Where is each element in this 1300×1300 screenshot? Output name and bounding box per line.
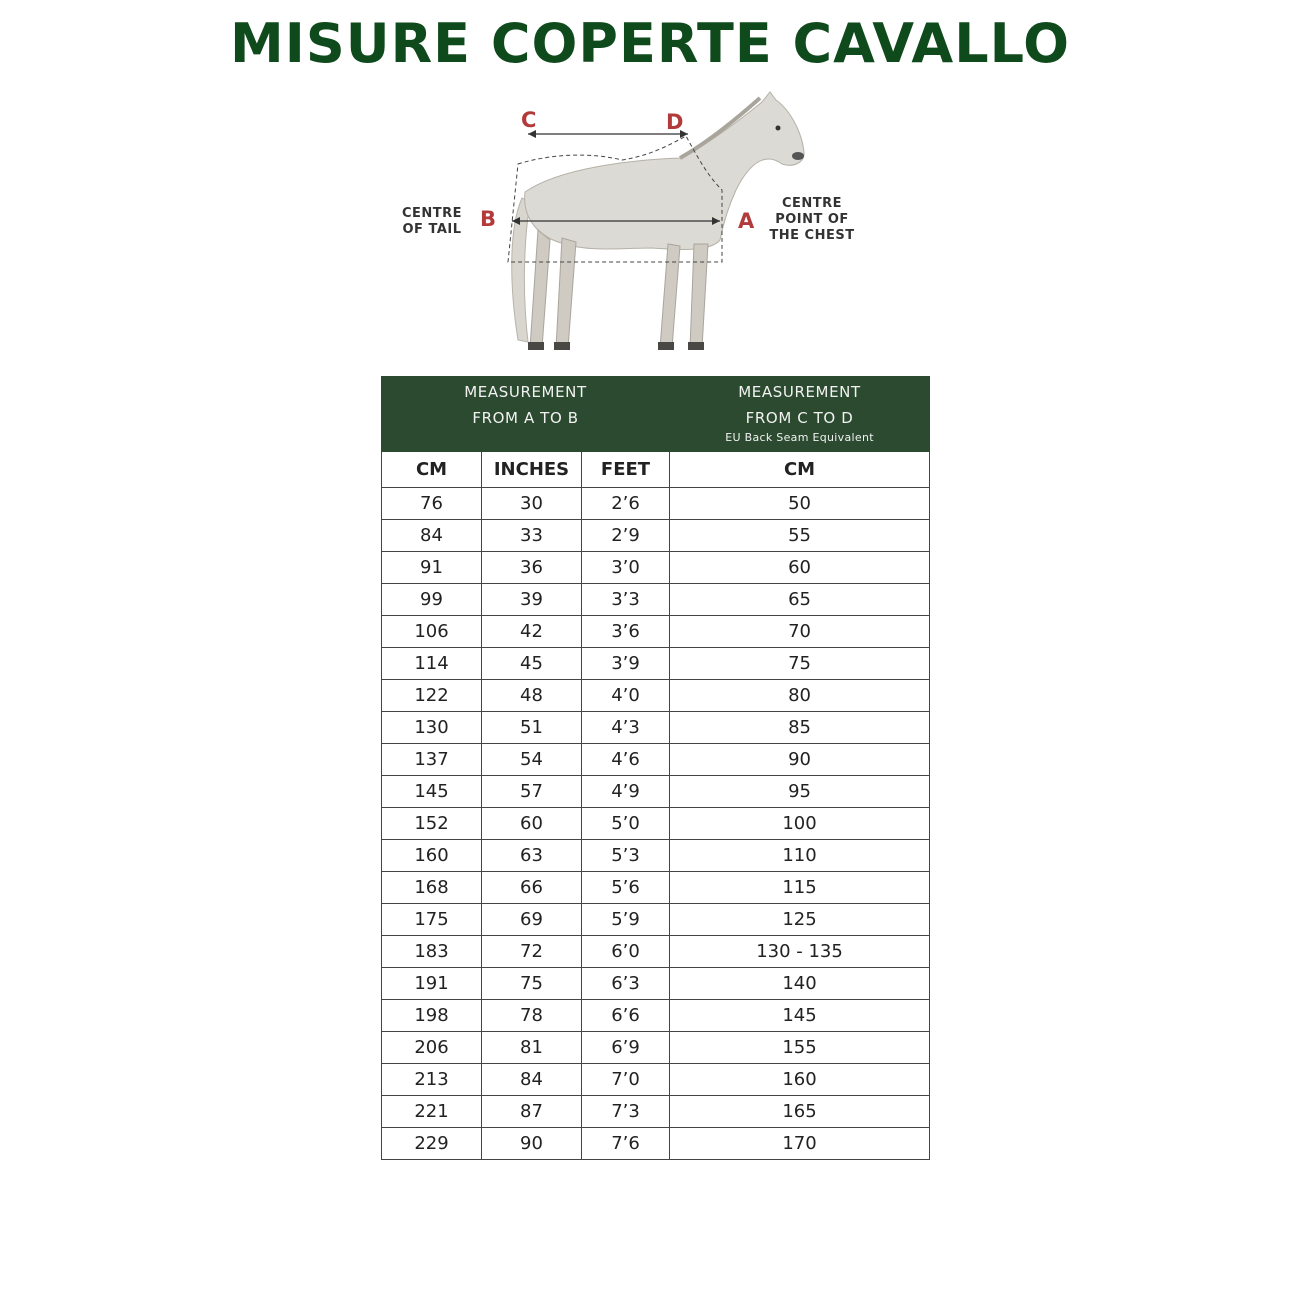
- cell-feet: 6’6: [582, 1000, 670, 1032]
- table-row: [382, 744, 930, 776]
- cell-feet: 2’6: [582, 488, 670, 520]
- cell-cm-cd: 100: [670, 808, 930, 840]
- header-ab-line: FROM A TO B: [472, 409, 579, 427]
- cell-cm-ab: 168: [382, 872, 482, 904]
- cell-feet: 7’6: [582, 1128, 670, 1160]
- cell-cm-cd: 60: [670, 552, 930, 584]
- cell-inches: 63: [482, 840, 582, 872]
- cell-cm-cd: 160: [670, 1064, 930, 1096]
- cell-feet: 6’3: [582, 968, 670, 1000]
- cell-inches: 69: [482, 904, 582, 936]
- cell-inches: 30: [482, 488, 582, 520]
- cell-cm-cd: 70: [670, 616, 930, 648]
- header-ab-line: MEASUREMENT: [464, 383, 587, 401]
- cell-cm-cd: 140: [670, 968, 930, 1000]
- cell-cm-ab: 91: [382, 552, 482, 584]
- cell-inches: 75: [482, 968, 582, 1000]
- point-d-label: D: [666, 110, 684, 134]
- table-row: [382, 1064, 930, 1096]
- cell-cm-ab: 160: [382, 840, 482, 872]
- header-cd: [670, 377, 930, 452]
- point-c-label: C: [521, 108, 537, 132]
- table-row: [382, 712, 930, 744]
- table-body: [382, 488, 930, 1160]
- cell-cm-ab: 137: [382, 744, 482, 776]
- cell-cm-cd: 170: [670, 1128, 930, 1160]
- table-row: [382, 616, 930, 648]
- table-row: [382, 1128, 930, 1160]
- cell-cm-ab: 114: [382, 648, 482, 680]
- header-cd-subtitle: EU Back Seam Equivalent: [725, 431, 874, 444]
- point-a-label: A: [738, 209, 755, 233]
- cell-inches: 60: [482, 808, 582, 840]
- cell-feet: 5’6: [582, 872, 670, 904]
- cell-cm-ab: 213: [382, 1064, 482, 1096]
- cell-inches: 39: [482, 584, 582, 616]
- cell-feet: 3’0: [582, 552, 670, 584]
- cell-inches: 42: [482, 616, 582, 648]
- column-header-cm-cd: CM: [670, 452, 930, 488]
- table-row: [382, 936, 930, 968]
- table-row: [382, 1032, 930, 1064]
- cell-inches: 81: [482, 1032, 582, 1064]
- column-header-cm-ab: CM: [382, 452, 482, 488]
- cell-feet: 5’3: [582, 840, 670, 872]
- size-table: [381, 376, 930, 1160]
- table-row: [382, 840, 930, 872]
- cell-inches: 54: [482, 744, 582, 776]
- cell-cm-cd: 165: [670, 1096, 930, 1128]
- table-row: [382, 488, 930, 520]
- cell-feet: 7’0: [582, 1064, 670, 1096]
- table-row: [382, 1096, 930, 1128]
- cell-cm-cd: 110: [670, 840, 930, 872]
- cell-feet: 4’6: [582, 744, 670, 776]
- cell-inches: 84: [482, 1064, 582, 1096]
- cell-cm-cd: 90: [670, 744, 930, 776]
- cell-cm-ab: 84: [382, 520, 482, 552]
- page-title: MISURE COPERTE CAVALLO: [230, 12, 1070, 75]
- horse-measurement-diagram: [390, 80, 910, 370]
- cell-inches: 48: [482, 680, 582, 712]
- header-cd-line: MEASUREMENT: [738, 383, 861, 401]
- table-row: [382, 520, 930, 552]
- point-b-label: B: [480, 207, 497, 231]
- cell-inches: 57: [482, 776, 582, 808]
- cell-inches: 72: [482, 936, 582, 968]
- cell-feet: 3’6: [582, 616, 670, 648]
- centre-of-chest-line: CENTRE: [781, 196, 843, 211]
- table-row: [382, 680, 930, 712]
- table-row: [382, 648, 930, 680]
- cell-cm-ab: 175: [382, 904, 482, 936]
- centre-of-tail-label: [390, 206, 474, 238]
- cell-cm-ab: 229: [382, 1128, 482, 1160]
- cell-cm-cd: 65: [670, 584, 930, 616]
- cell-feet: 3’3: [582, 584, 670, 616]
- cell-cm-cd: 50: [670, 488, 930, 520]
- header-cd-line: FROM C TO D: [745, 409, 854, 427]
- cell-cm-ab: 198: [382, 1000, 482, 1032]
- cell-feet: 6’0: [582, 936, 670, 968]
- cell-feet: 5’0: [582, 808, 670, 840]
- cell-feet: 4’9: [582, 776, 670, 808]
- table-row: [382, 904, 930, 936]
- cell-inches: 87: [482, 1096, 582, 1128]
- cell-cm-cd: 55: [670, 520, 930, 552]
- centre-of-chest-line: POINT OF: [775, 212, 849, 227]
- cell-cm-ab: 221: [382, 1096, 482, 1128]
- column-header-feet: FEET: [582, 452, 670, 488]
- cell-inches: 36: [482, 552, 582, 584]
- cell-cm-cd: 115: [670, 872, 930, 904]
- cell-cm-cd: 145: [670, 1000, 930, 1032]
- cell-feet: 4’0: [582, 680, 670, 712]
- cell-cm-cd: 125: [670, 904, 930, 936]
- cell-feet: 4’3: [582, 712, 670, 744]
- table-row: [382, 776, 930, 808]
- cell-inches: 45: [482, 648, 582, 680]
- cell-feet: 6’9: [582, 1032, 670, 1064]
- cell-cm-ab: 191: [382, 968, 482, 1000]
- header-ab: [382, 377, 670, 452]
- cell-inches: 66: [482, 872, 582, 904]
- cell-inches: 90: [482, 1128, 582, 1160]
- cell-inches: 78: [482, 1000, 582, 1032]
- cell-cm-ab: 206: [382, 1032, 482, 1064]
- cell-cm-cd: 130 - 135: [670, 936, 930, 968]
- cell-feet: 3’9: [582, 648, 670, 680]
- table-row: [382, 872, 930, 904]
- cell-cm-ab: 99: [382, 584, 482, 616]
- cell-cm-ab: 122: [382, 680, 482, 712]
- centre-of-chest-line: THE CHEST: [769, 228, 855, 243]
- table-row: [382, 808, 930, 840]
- cell-cm-ab: 152: [382, 808, 482, 840]
- table-row: [382, 1000, 930, 1032]
- cell-inches: 51: [482, 712, 582, 744]
- cell-cm-ab: 183: [382, 936, 482, 968]
- table-row: [382, 552, 930, 584]
- cell-cm-cd: 95: [670, 776, 930, 808]
- cell-cm-cd: 155: [670, 1032, 930, 1064]
- table-row: [382, 968, 930, 1000]
- cell-feet: 7’3: [582, 1096, 670, 1128]
- cell-cm-cd: 80: [670, 680, 930, 712]
- cell-cm-ab: 130: [382, 712, 482, 744]
- cell-cm-cd: 85: [670, 712, 930, 744]
- table-row: [382, 584, 930, 616]
- cell-cm-ab: 106: [382, 616, 482, 648]
- cell-inches: 33: [482, 520, 582, 552]
- cell-cm-cd: 75: [670, 648, 930, 680]
- centre-of-tail-line: OF TAIL: [402, 222, 462, 237]
- centre-of-tail-line: CENTRE: [401, 206, 463, 221]
- cell-feet: 2’9: [582, 520, 670, 552]
- cell-cm-ab: 76: [382, 488, 482, 520]
- column-header-inches: INCHES: [482, 452, 582, 488]
- cell-cm-ab: 145: [382, 776, 482, 808]
- centre-of-chest-label: [762, 196, 862, 244]
- cell-feet: 5’9: [582, 904, 670, 936]
